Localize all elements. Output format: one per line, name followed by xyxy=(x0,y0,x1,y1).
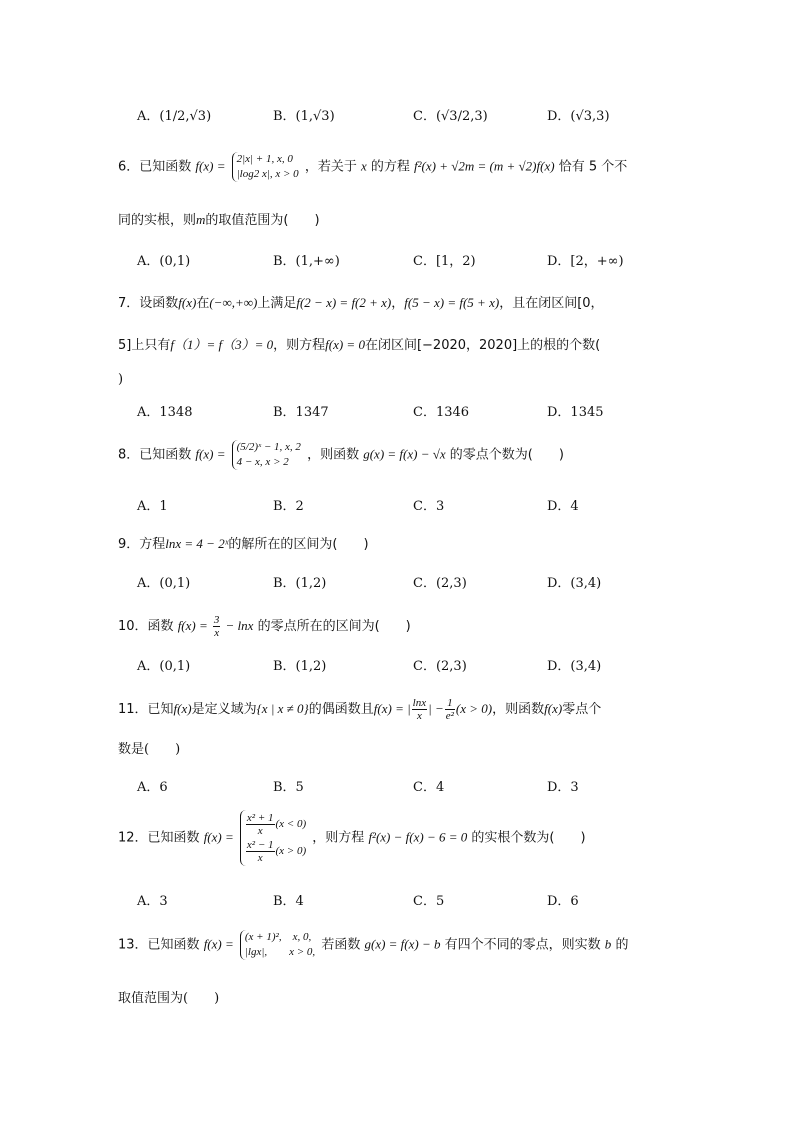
q12-option-d: D．6 xyxy=(547,894,579,909)
q9-prefix: 9．方程 xyxy=(118,537,166,552)
q10-tail: 的零点所在的区间为( ) xyxy=(257,619,411,634)
q12-p2-num: x² − 1 xyxy=(246,839,274,851)
q7-eq2: f(5 − x) = f(5 + x) xyxy=(404,295,500,310)
q7-option-b: B．1347 xyxy=(273,405,329,420)
q12-p1-cond: (x < 0) xyxy=(275,818,307,831)
q6-prefix: 6．已知函数 xyxy=(118,159,192,175)
q9-option-c: C．(2,3) xyxy=(413,576,467,591)
q7-line2 xyxy=(118,335,600,356)
q12-piecewise xyxy=(240,810,306,866)
q13-line2: 取值范围为( ) xyxy=(118,991,220,1006)
q5-option-b: B．(1,√3) xyxy=(273,109,335,124)
q11-cond: (x > 0) xyxy=(455,701,493,716)
q7-text-e: ，且在闭区间[0， xyxy=(499,296,604,311)
q11-tail2: 零点个 xyxy=(562,702,602,717)
q11-line2: 数是( ) xyxy=(118,742,181,757)
q9-option-a: A．(0,1) xyxy=(137,576,191,591)
q12-p2-cond: (x > 0) xyxy=(275,845,307,858)
q6-line2-tail: 的取值范围为( ) xyxy=(205,213,320,228)
q11-func2: f(x) xyxy=(544,701,563,716)
q7-text-b: 在 xyxy=(196,296,210,311)
q11-option-a: A．6 xyxy=(137,780,168,795)
q8-line1 xyxy=(118,440,564,470)
q11-domain: {x | x ≠ 0} xyxy=(256,701,309,716)
q7-text-g: ，则方程 xyxy=(273,338,326,353)
q12-option-c: C．5 xyxy=(413,894,445,909)
q11-num1: lnx xyxy=(412,697,427,709)
q12-option-a: A．3 xyxy=(137,894,168,909)
q10-den: x xyxy=(214,627,220,639)
q13-piece2: |lgx|, x > 0, xyxy=(244,946,316,958)
q11-den1: x xyxy=(416,710,422,722)
q6-option-a: A．(0,1) xyxy=(137,254,191,269)
q13-line1 xyxy=(118,930,628,960)
q6-option-d: D．[2，+∞) xyxy=(547,254,624,269)
q11-fraction1 xyxy=(412,697,427,722)
q11-option-c: C．4 xyxy=(413,780,445,795)
q7-text-h: 在闭区间[−2020，2020]上的根的个数( xyxy=(364,338,601,353)
q10-rest: − lnx xyxy=(225,618,254,633)
q8-tail: 的零点个数为( ) xyxy=(449,447,564,463)
q7-line1 xyxy=(118,293,604,314)
q10-option-c: C．(2,3) xyxy=(413,659,467,674)
q12-piece2 xyxy=(245,839,306,864)
q6-line2-text: 同的实根，则 xyxy=(118,213,197,228)
q6-mid: ，若关于 xyxy=(304,159,357,175)
q13-piece1: (x + 1)², x, 0, xyxy=(244,931,312,943)
q6-var: x xyxy=(360,158,367,174)
q12-p2-den: x xyxy=(257,852,263,864)
q12-piece1 xyxy=(245,812,306,837)
q8-eq: g(x) = f(x) − √x xyxy=(363,446,446,462)
q6-tail: 恰有 5 个不 xyxy=(558,159,628,175)
q13-eq: g(x) = f(x) − b xyxy=(364,936,441,952)
q7-text-f: 5]上只有 xyxy=(118,338,171,353)
q13-func: f(x) = xyxy=(203,936,234,952)
q6-piece1: 2|x| + 1, x, 0 xyxy=(236,153,293,165)
q9-option-d: D．(3,4) xyxy=(547,576,602,591)
q8-option-a: A．1 xyxy=(137,499,168,514)
q6-piecewise xyxy=(232,152,299,182)
q11-tail: ，则函数 xyxy=(492,702,545,717)
q10-option-a: A．(0,1) xyxy=(137,659,191,674)
q10-option-b: B．(1,2) xyxy=(273,659,327,674)
q12-p1-num: x² + 1 xyxy=(246,812,274,824)
q8-piece1: (5/2)ˣ − 1, x, 2 xyxy=(236,441,301,453)
q11-func: f(x) xyxy=(173,701,192,716)
q12-tail: 的实根个数为( ) xyxy=(471,830,586,846)
q12-eq: f²(x) − f(x) − 6 = 0 xyxy=(368,829,468,845)
q5-option-a: A．(1/2,√3) xyxy=(137,109,212,124)
q10-fraction xyxy=(213,614,221,639)
q8-piece2: 4 − x, x > 2 xyxy=(236,456,289,468)
q7-option-d: D．1345 xyxy=(547,405,604,420)
q6-option-c: C．[1，2) xyxy=(413,254,476,269)
q12-prefix: 12．已知函数 xyxy=(118,830,200,846)
q6-line2-var: m xyxy=(196,212,206,227)
q10-line1 xyxy=(118,614,411,639)
q11-mid: 是定义域为 xyxy=(191,702,257,717)
q8-option-b: B．2 xyxy=(273,499,304,514)
q6-equation: f²(x) + √2m = (m + √2)f(x) xyxy=(414,158,555,174)
q11-option-d: D．3 xyxy=(547,780,579,795)
q7-text-c: 上满足 xyxy=(257,296,297,311)
q12-option-b: B．4 xyxy=(273,894,304,909)
q6-line2 xyxy=(118,210,320,231)
q10-option-d: D．(3,4) xyxy=(547,659,602,674)
q8-prefix: 8．已知函数 xyxy=(118,447,192,463)
q11-option-b: B．5 xyxy=(273,780,304,795)
q13-tail2: 的 xyxy=(615,937,629,953)
q8-func: f(x) = xyxy=(195,446,226,462)
q7-eq1: f(2 − x) = f(2 + x) xyxy=(296,295,392,310)
q9-eq: lnx = 4 − 2ˣ xyxy=(165,536,229,551)
q12-mid: ，则方程 xyxy=(312,830,365,846)
q7-interval: (−∞,+∞) xyxy=(209,295,258,310)
q13-piecewise xyxy=(240,930,315,960)
q7-text-d: ， xyxy=(391,296,405,311)
q9-line1 xyxy=(118,534,369,555)
q11-fraction2 xyxy=(445,697,455,722)
q6-option-b: B．(1,+∞) xyxy=(273,254,340,269)
q7-option-c: C．1346 xyxy=(413,405,470,420)
q12-func: f(x) = xyxy=(203,829,234,845)
q13-prefix: 13．已知函数 xyxy=(118,937,200,953)
q7-option-a: A．1348 xyxy=(137,405,193,420)
q7-func: f(x) xyxy=(178,295,197,310)
q6-line1 xyxy=(118,152,627,182)
q6-piece2: |log2 x|, x > 0 xyxy=(236,168,299,180)
q8-option-c: C．3 xyxy=(413,499,445,514)
q9-tail: 的解所在的区间为( ) xyxy=(228,537,369,552)
q7-text-a: 7．设函数 xyxy=(118,296,179,311)
q8-mid: ，则函数 xyxy=(307,447,360,463)
q6-mid2: 的方程 xyxy=(370,159,410,175)
q10-prefix: 10．函数 xyxy=(118,619,174,634)
q5-option-d: D．(√3,3) xyxy=(547,109,610,124)
q11-mid2: 的偶函数且 xyxy=(308,702,374,717)
q11-prefix: 11．已知 xyxy=(118,702,174,717)
q7-eq3: f(x) = 0 xyxy=(325,337,365,352)
q8-option-d: D．4 xyxy=(547,499,579,514)
q10-num: 3 xyxy=(213,614,220,626)
q6-func: f(x) = xyxy=(195,158,226,174)
q11-num2: 1 xyxy=(445,697,455,710)
q11-feq: f(x) = | xyxy=(373,701,411,716)
q13-tail: 有四个不同的零点，则实数 xyxy=(444,937,601,953)
q12-line1 xyxy=(118,810,586,866)
q12-p1-den: x xyxy=(257,825,263,837)
q11-line1 xyxy=(118,697,601,722)
q9-option-b: B．(1,2) xyxy=(273,576,327,591)
q11-bar: | − xyxy=(428,701,444,716)
q7-cond: f（1）= f（3）= 0 xyxy=(170,337,274,352)
q7-line3: ) xyxy=(118,372,124,387)
q13-mid: 若函数 xyxy=(321,937,361,953)
q10-func: f(x) = xyxy=(177,618,208,633)
q13-var: b xyxy=(604,936,612,952)
q8-piecewise xyxy=(232,440,301,470)
q5-option-c: C．(√3/2,3) xyxy=(413,109,488,124)
q11-den2: e² xyxy=(445,710,454,722)
